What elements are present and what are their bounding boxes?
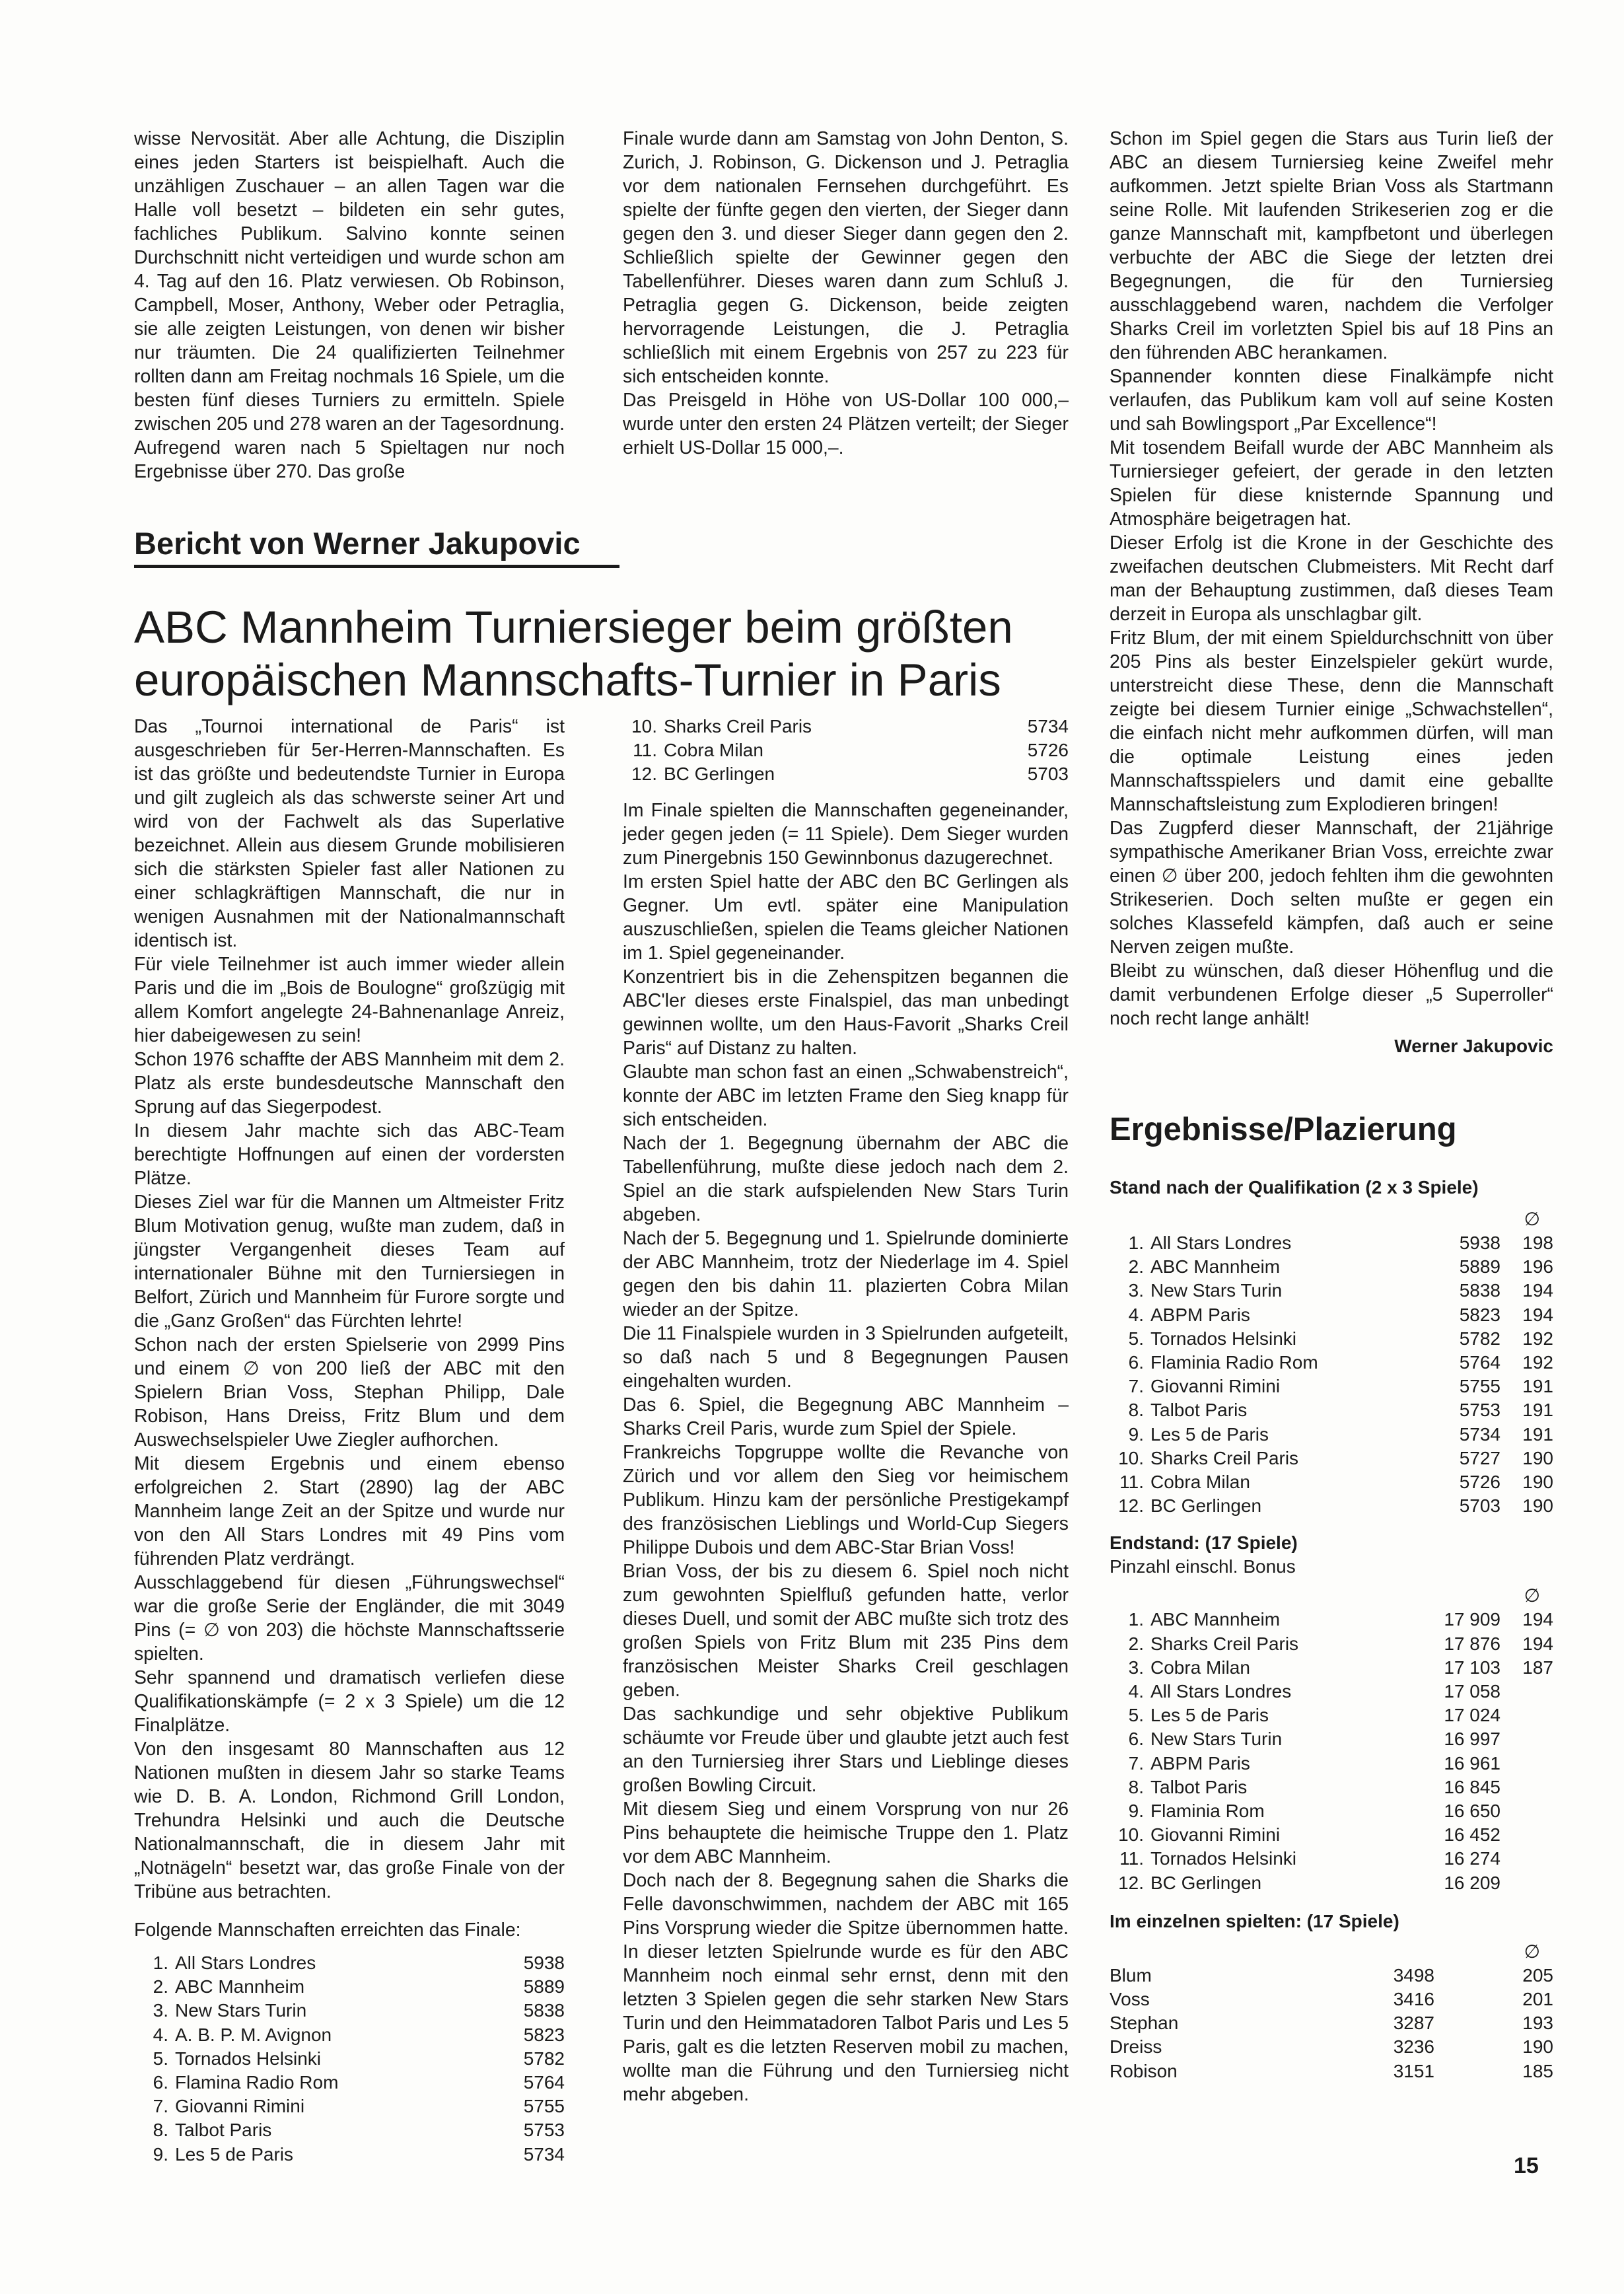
table-row: 6. New Stars Turin 16 997: [1128, 1729, 1500, 1750]
list-item: 6. Flamina Radio Rom 5764: [153, 2072, 565, 2093]
table-row: 8. Talbot Paris 5753 191: [1128, 1400, 1553, 1421]
article-paragraph: Schon 1976 schaffte der ABS Mannheim mit dem 2. Platz als erste bundesdeutsche Mannschaft den Sprung auf das Siegerpodest.: [134, 1049, 565, 1118]
article-paragraph: Die 11 Finalspiele wurden in 3 Spielrunden aufgeteilt, so daß nach 5 und 8 Begegnungen Pausen eingehalten wurden.: [623, 1322, 1069, 1392]
finalists-list-part1: [134, 1951, 565, 2167]
table-row: 4. ABPM Paris 5823 194: [1128, 1304, 1553, 1325]
prize-paragraph: Das Preisgeld in Höhe von US-Dollar 100 000,– wurde unter den ersten 24 Plätzen verteilt; der Sieger erhielt US-Dollar 15 000,–.: [623, 390, 1069, 458]
table-row: Voss 3416 201: [1110, 1989, 1553, 2010]
table-row: Blum 3498 205: [1110, 1964, 1553, 1986]
page-number: 15: [1514, 2153, 1539, 2178]
table-row: 9. Les 5 de Paris 5734 191: [1128, 1423, 1553, 1445]
article-paragraph: Bleibt zu wünschen, daß dieser Höhenflug und die damit verbundenen Erfolge dieser „5 Superroller“ noch recht lange anhält!: [1110, 960, 1553, 1029]
byline-heading: Bericht von Werner Jakupovic: [134, 525, 619, 568]
table-row: 5. Les 5 de Paris 17 024: [1128, 1705, 1500, 1726]
headline-line-1: ABC Mannheim Turniersieger beim größten: [134, 602, 1013, 653]
author-signature: Werner Jakupovic: [1394, 1036, 1553, 1056]
table-row: 4. All Stars Londres 17 058: [1128, 1681, 1500, 1702]
table-row: 8. Talbot Paris 16 845: [1128, 1776, 1500, 1797]
list-item: 7. Giovanni Rimini 5755: [153, 2096, 565, 2117]
table-row: Robison 3151 185: [1110, 2060, 1553, 2081]
final-standings-note: Pinzahl einschl. Bonus: [1110, 1556, 1296, 1577]
top-middle-column: [623, 127, 1069, 460]
article-paragraph: Im ersten Spiel hatte der ABC den BC Gerlingen als Gegner. Um evtl. später eine Manipulation auszuschließen, spielen die Teams gleicher Nationen im 1. Spiel gegeneinander.: [623, 871, 1069, 964]
article-paragraph: Nach der 1. Begegnung übernahm der ABC die Tabellenführung, mußte diese jedoch nach dem 2. Spiel an die stark aufspielenden New Stars Turin abgeben.: [623, 1132, 1069, 1225]
article-paragraph: In diesem Jahr machte sich das ABC-Team berechtigte Hoffnungen auf einen der vordersten Plätze.: [134, 1120, 565, 1189]
article-column-1: [134, 715, 565, 2167]
table-row: 6. Flaminia Radio Rom 5764 192: [1128, 1352, 1553, 1373]
top-left-column: [134, 127, 565, 484]
article-headline: [134, 601, 1072, 707]
article-paragraph: Im Finale spielten die Mannschaften gegeneinander, jeder gegen jeden (= 11 Spiele). Dem Sieger wurden zum Pinergebnis 150 Gewinnbonus dazugerechnet.: [623, 799, 1069, 869]
table-row: 12. BC Gerlingen 16 209: [1118, 1872, 1500, 1893]
finalists-list-part2: [623, 715, 1069, 787]
article-paragraph: Schon im Spiel gegen die Stars aus Turin ließ der ABC an diesem Turniersieg keine Zweifel mehr aufkommen. Jetzt spielte Brian Voss als Startmann seine Rolle. Mit laufenden Strikeserien zog er die ganze Mannschaft mit, kampfbetont und überlegen verbuchte der ABC die Siege der letzten drei Begegnungen, die für den Turniersieg ausschlaggebend waren, nachdem die Verfolger Sharks Creil im vorletzten Spiel bis auf 18 Pins an den führenden ABC herankamen.: [1110, 128, 1553, 363]
article-paragraph: Doch nach der 8. Begegnung sahen die Sharks die Felle davonschwimmen, nachdem der ABC mit 165 Pins Vorsprung wieder die Spitze übernommen hatte. In dieser letzten Spielrunde wurde es für den ABC Mannheim noch einmal sehr ernst, denn mit den letzten 3 Spielen gegen die sehr starken New Stars Turin und den Heimmatadoren Talbot Paris und Les 5 Paris, galt es die letzten Reserven mobil zu machen, wollte man die Führung und den Turniersieg nicht mehr abgeben.: [623, 1869, 1069, 2105]
continuation-paragraph: Finale wurde dann am Samstag von John Denton, S. Zurich, J. Robinson, G. Dickenson und J. Petraglia vor dem nationalen Fernsehen durchgeführt. Es spielte der fünfte gegen den vierten, der Sieger dann gegen den 3. und dieser Sieger dann gegen den 2. Schließlich spielte der Gewinner gegen den Tabellenführer. Dieses waren dann zum Schluß J. Petraglia gegen G. Dickenson, beide zeigten hervorragende Leistungen, die J. Petraglia schließlich mit einem Ergebnis von 257 zu 223 für sich entscheiden konnte.: [623, 128, 1069, 387]
article-paragraph: Nach der 5. Begegnung und 1. Spielrunde dominierte der ABC Mannheim, trotz der Niederlage im 4. Spiel gegen den bis dahin 11. plazierten Cobra Milan wieder an der Spitze.: [623, 1227, 1069, 1320]
article-paragraph: Mit diesem Ergebnis und einem ebenso erfolgreichen 2. Start (2890) lag der ABC Mannheim lange Zeit an der Spitze und wurde nur von den All Stars Londres mit 49 Pins vom führenden Platz verdrängt.: [134, 1453, 565, 1569]
article-paragraph: Glaubte man schon fast an einen „Schwabenstreich“, konnte der ABC im letzten Frame den Sieg knapp für sich entscheiden.: [623, 1061, 1069, 1130]
list-item: 4. A. B. P. M. Avignon 5823: [153, 2024, 565, 2045]
table-row: 3. New Stars Turin 5838 194: [1128, 1280, 1553, 1301]
table-row: 7. Giovanni Rimini 5755 191: [1128, 1376, 1553, 1397]
article-paragraph: Mit diesem Sieg und einem Vorsprung von nur 26 Pins behauptete die heimische Truppe den 1. Platz vor dem ABC Mannheim.: [623, 1798, 1069, 1867]
list-item: 10. Sharks Creil Paris 5734: [631, 716, 1069, 736]
article-paragraph: Schon nach der ersten Spielserie von 2999 Pins und einem ∅ von 200 ließ der ABC mit den Spielern Brian Voss, Stephan Philipp, Dale Robison, Hans Dreiss, Fritz Blum und dem Auswechselspieler Uwe Ziegler aufhorchen.: [134, 1334, 565, 1451]
article-paragraph: Mit tosendem Beifall wurde der ABC Mannheim als Turniersieger gefeiert, der gerade in den letzten Spielen für diese knisternde Spannung und Atmosphäre beigetragen hat.: [1110, 437, 1553, 530]
article-paragraph: Das sachkundige und sehr objektive Publikum schäumte vor Freude über und glaubte jetzt auch fest an den Turniersieg ihrer Stars und Lieblinge dieses großen Bowling Circuit.: [623, 1703, 1069, 1796]
results-section: [1110, 1176, 1553, 2083]
finalists-intro: Folgende Mannschaften erreichten das Finale:: [134, 1919, 521, 1941]
article-paragraph: Das Zugpferd dieser Mannschaft, der 21jährige sympathische Amerikaner Brian Voss, erreichte zwar einen ∅ über 200, jedoch fehlten ihm die gewohnten Strikeserien. Doch selten mußte er gegen ein solches Klassefeld kämpfen, daß auch er seine Nerven zeigen mußte.: [1110, 818, 1553, 958]
article-paragraph: Von den insgesamt 80 Mannschaften aus 12 Nationen mußten in diesem Jahr so starke Teams wie D. B. A. London, Richmond Grill London, Trehundra Helsinki und auch die Deutsche Nationalmannschaft, die in diesem Jahr mit „Notnägeln“ besetzt war, das große Finale von der Tribüne aus betrachten.: [134, 1738, 565, 1902]
average-symbol: ∅: [1524, 1209, 1540, 1229]
list-item: 2. ABC Mannheim 5889: [153, 1976, 565, 1997]
average-symbol: ∅: [1524, 1941, 1540, 1962]
article-paragraph: Frankreichs Topgruppe wollte die Revanche von Zürich und vor allem den Sieg vor heimischem Publikum. Hinzu kam der persönliche Prestigekampf des französischen Lieblings und World-Cup Siegers Philippe Dubois und dem ABC-Star Brian Voss!: [623, 1441, 1069, 1558]
table-row: Dreiss 3236 190: [1110, 2036, 1553, 2058]
article-paragraph: Für viele Teilnehmer ist auch immer wieder allein Paris und die im „Bois de Boulogne“ großzügig mit allem Komfort angelegte 24-Bahnenanlage Anreiz, hier dabeigewesen zu sein!: [134, 954, 565, 1046]
results-heading: Ergebnisse/Plazierung: [1110, 1112, 1457, 1147]
article-paragraph: Das „Tournoi international de Paris“ ist ausgeschrieben für 5er-Herren-Mannschaften. Es ist das größte und bedeutendste Turnier in Europa und gilt zugleich als das schwerste seiner Art und wird von der Fachwelt als das Superlative bezeichnet. Allein aus diesem Grunde mobilisieren sich die stärksten Spieler fast aller Nationen zu einer schlagkräftigen Mannschaft, die nur in wenigen Ausnahmen mit der Nationalmannschaft identisch ist.: [134, 716, 565, 951]
article-paragraph: Dieses Ziel war für die Mannen um Altmeister Fritz Blum Motivation genug, wußte man zudem, daß in jüngster Vergangenheit dieses Team auf internationaler Bühne mit den Turniersiegen in Belfort, Zürich und Mannheim für Furore sorgte und die „Ganz Großen“ das Fürchten lehrte!: [134, 1192, 565, 1332]
headline-line-2: europäischen Mannschafts-Turnier in Paris: [134, 655, 1001, 705]
table-row: 11. Tornados Helsinki 16 274: [1119, 1848, 1500, 1869]
table-row: 12. BC Gerlingen 5703 190: [1118, 1495, 1553, 1517]
average-symbol: ∅: [1524, 1585, 1540, 1606]
article-paragraph: Fritz Blum, der mit einem Spieldurchschnitt von über 205 Pins als bester Einzelspieler gekürt wurde, unterstreicht diese These, denn die Mannschaft zeigte bei diesem Turnier einige „Schwachstellen“, die einfach nicht mehr aufkommen dürfen, will man die optimale Leistung eines jeden Mannschaftsspielers und damit eine geballte Mannschaftsleistung zum Explodieren bringen!: [1110, 627, 1553, 815]
article-paragraph: Sehr spannend und dramatisch verliefen diese Qualifikationskämpfe (= 2 x 3 Spiele) um die 12 Finalplätze.: [134, 1667, 565, 1736]
table-row: 10. Giovanni Rimini 16 452: [1118, 1824, 1500, 1846]
continuation-paragraph: wisse Nervosität. Aber alle Achtung, die Disziplin eines jeden Starters ist beispielhaft. Auch die unzähligen Zuschauer – an allen Tagen war die Halle voll besetzt – bildeten ein sehr gutes, fachliches Publikum. Salvino konnte seinen Durchschnitt nicht verteidigen und wurde schon am 4. Tag auf den 16. Platz verwiesen. Ob Robinson, Campbell, Moser, Anthony, Weber oder Petraglia, sie alle zeigten Leistungen, von denen wir bisher nur träumten. Die 24 qualifizierten Teilnehmer rollten dann am Freitag nochmals 16 Spiele, um die besten fünf dieses Turniers zu ermitteln. Spiele zwischen 205 und 278 waren an der Tagesordnung. Aufregend waren nach 5 Spieltagen nur noch Ergebnisse über 270. Das große: [134, 128, 565, 482]
article-column-2: [623, 715, 1069, 2106]
list-item: 3. New Stars Turin 5838: [153, 2000, 565, 2021]
list-item: 8. Talbot Paris 5753: [153, 2120, 565, 2141]
individual-table: [1110, 1964, 1553, 2083]
table-row: 3. Cobra Milan 17 103 187: [1128, 1657, 1553, 1678]
article-column-3: [1110, 127, 1553, 1058]
final-standings-heading: Endstand: (17 Spiele): [1110, 1532, 1298, 1554]
table-row: 9. Flaminia Rom 16 650: [1128, 1801, 1500, 1822]
qualification-table: [1110, 1231, 1553, 1518]
table-row: 2. Sharks Creil Paris 17 876 194: [1128, 1633, 1553, 1654]
table-row: 11. Cobra Milan 5726 190: [1119, 1472, 1553, 1493]
table-row: 1. All Stars Londres 5938 198: [1128, 1233, 1553, 1253]
final-standings-table: [1110, 1608, 1553, 1894]
table-row: 2. ABC Mannheim 5889 196: [1128, 1256, 1553, 1277]
list-item: 9. Les 5 de Paris 5734: [153, 2143, 565, 2165]
list-item: 5. Tornados Helsinki 5782: [153, 2048, 565, 2069]
table-row: Stephan 3287 193: [1110, 2013, 1553, 2034]
individual-heading: Im einzelnen spielten: (17 Spiele): [1110, 1910, 1399, 1931]
article-paragraph: Das 6. Spiel, die Begegnung ABC Mannheim – Sharks Creil Paris, wurde zum Spiel der Spiele.: [623, 1394, 1069, 1439]
table-row: 7. ABPM Paris 16 961: [1128, 1752, 1500, 1774]
article-paragraph: Ausschlaggebend für diesen „Führungswechsel“ war die große Serie der Engländer, die mit 3049 Pins (= ∅ von 203) die höchste Mannschaftsserie spielten.: [134, 1572, 565, 1665]
list-item: 11. Cobra Milan 5726: [633, 740, 1069, 761]
table-row: 5. Tornados Helsinki 5782 192: [1128, 1328, 1553, 1349]
table-row: 1. ABC Mannheim 17 909 194: [1128, 1609, 1553, 1630]
article-paragraph: Brian Voss, der bis zu diesem 6. Spiel noch nicht zum gewohnten Spielfluß gefunden hatte, verlor dieses Duell, und somit der ABC mußte sich trotz des großen Spiels von Fritz Blum mit 235 Pins dem französischen Meister Sharks Creil geschlagen geben.: [623, 1560, 1069, 1701]
article-paragraph: Dieser Erfolg ist die Krone in der Geschichte des zweifachen deutschen Clubmeisters. Mit Recht darf man der Behauptung zustimmen, daß dieses Team derzeit in Europa als unschlagbar gilt.: [1110, 532, 1553, 625]
list-item: 12. BC Gerlingen 5703: [631, 764, 1069, 785]
table-row: 10. Sharks Creil Paris 5727 190: [1118, 1447, 1553, 1468]
list-item: 1. All Stars Londres 5938: [153, 1953, 565, 1973]
article-paragraph: Konzentriert bis in die Zehenspitzen begannen die ABC'ler dieses erste Finalspiel, das man unbedingt gewinnen wollte, um den Haus-Favorit „Sharks Creil Paris“ auf Distanz zu halten.: [623, 966, 1069, 1059]
article-paragraph: Spannender konnten diese Finalkämpfe nicht verlaufen, das Publikum kam voll auf seine Kosten und sah Bowlingsport „Par Excellence“!: [1110, 366, 1553, 435]
qualification-heading: Stand nach der Qualifikation (2 x 3 Spiele): [1110, 1177, 1479, 1198]
